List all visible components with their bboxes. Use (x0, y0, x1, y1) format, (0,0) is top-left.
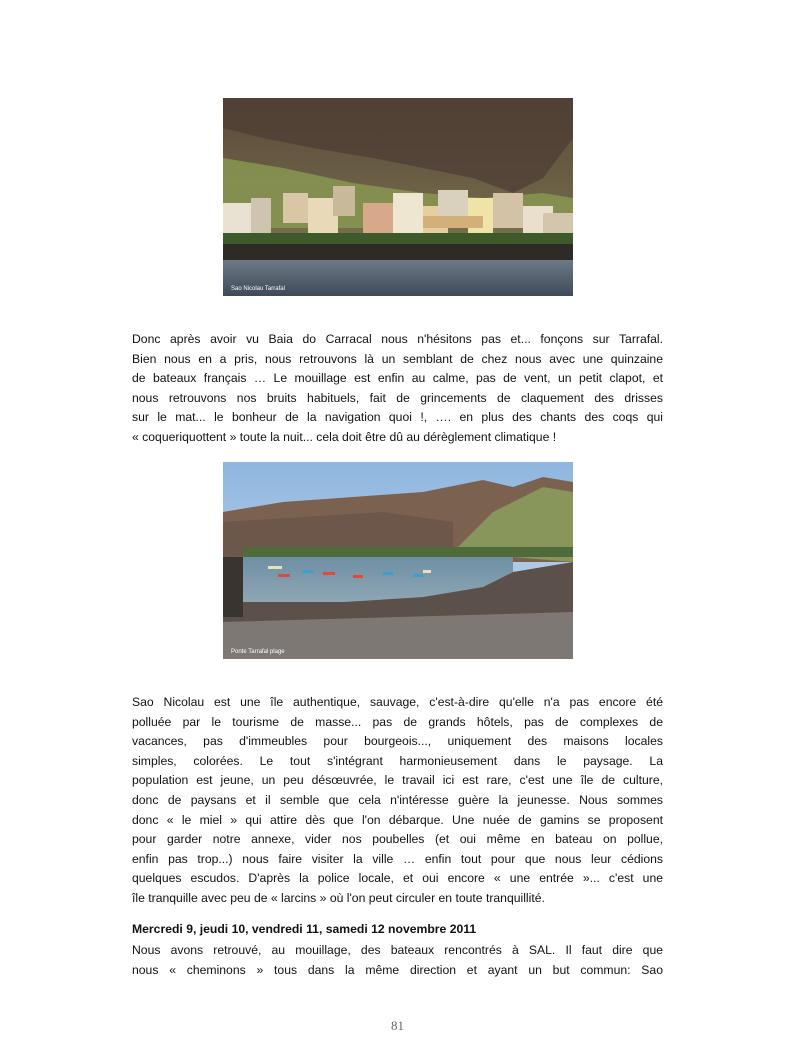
text-line: île tranquille avec peu de « larcins » où l'on peut circuler en toute tranquillité. (132, 890, 545, 905)
photo-tarrafal-village (223, 98, 573, 296)
paragraph-sal-boats (132, 941, 663, 980)
text-line: nous « cheminons » tous dans la même direction et ayant un but commun: Sao (132, 962, 663, 977)
photo-caption: Sao Nicolau Tarrafal (231, 286, 285, 292)
text-line: simples, colorées. Le tout s'intégrant harmonieusement dans le paysage. La (132, 753, 663, 768)
page-number: 81 (391, 1018, 404, 1033)
village-landscape-image (223, 98, 573, 296)
paragraph-arrival-tarrafal (132, 330, 663, 448)
text-line: donc « le miel » qui attire dès que l'on débarque. Une nuée de gamins se proposent (132, 812, 663, 827)
text-line: donc de paysans et il semble que cela n'intéresse guère la jeunesse. Nous sommes (132, 792, 663, 807)
bay-landscape-image (223, 462, 573, 659)
text-line: vacances, pas d'immeubles pour bourgeois..., uniquement des maisons locales (132, 734, 663, 749)
text-line: population est jeune, un peu désœuvrée, le travail ici est rare, c'est une île de culture, (132, 773, 663, 788)
date-heading: Mercredi 9, jeudi 10, vendredi 11, samedi 12 novembre 2011 (132, 922, 477, 936)
photo-caption: Ponte Tarrafal plage (231, 649, 285, 655)
text-line: quelques escudos. D'après la police locale, et oui encore « une entrée »... c'est une (132, 871, 663, 886)
text-line: Bien nous en a pris, nous retrouvons là un semblant de chez nous avec une quinzaine (132, 351, 663, 366)
photo-tarrafal-beach (223, 462, 573, 659)
text-line: de bateaux français … Le mouillage est enfin au calme, pas de vent, un petit clapot, et (132, 371, 663, 386)
text-line: « coqueriquottent » toute la nuit... cela doit être dû au dérèglement climatique ! (132, 429, 557, 444)
text-line: polluée par le tourisme de masse... pas de grands hôtels, pas de complexes de (132, 714, 663, 729)
text-line: enfin pas trop...) nous faire visiter la ville … enfin tout pour que nous leur cédions (132, 851, 663, 866)
text-line: Sao Nicolau est une île authentique, sauvage, c'est-à-dire qu'elle n'a pas encore été (132, 695, 663, 709)
text-line: nous retrouvons nos bruits habituels, fait de grincements de claquement des drisses (132, 390, 663, 405)
text-line: Nous avons retrouvé, au mouillage, des bateaux rencontrés à SAL. Il faut dire que (132, 943, 663, 957)
text-line: pour garder notre annexe, vider nos poubelles (et oui même en bateau on pollue, (132, 832, 663, 847)
text-line: Donc après avoir vu Baia do Carracal nous n'hésitons pas et... fonçons sur Tarrafal. (132, 332, 663, 346)
paragraph-sao-nicolau (132, 693, 663, 909)
text-line: sur le mat... le bonheur de la navigation quoi !, …. en plus des chants des coqs qui (132, 410, 663, 425)
